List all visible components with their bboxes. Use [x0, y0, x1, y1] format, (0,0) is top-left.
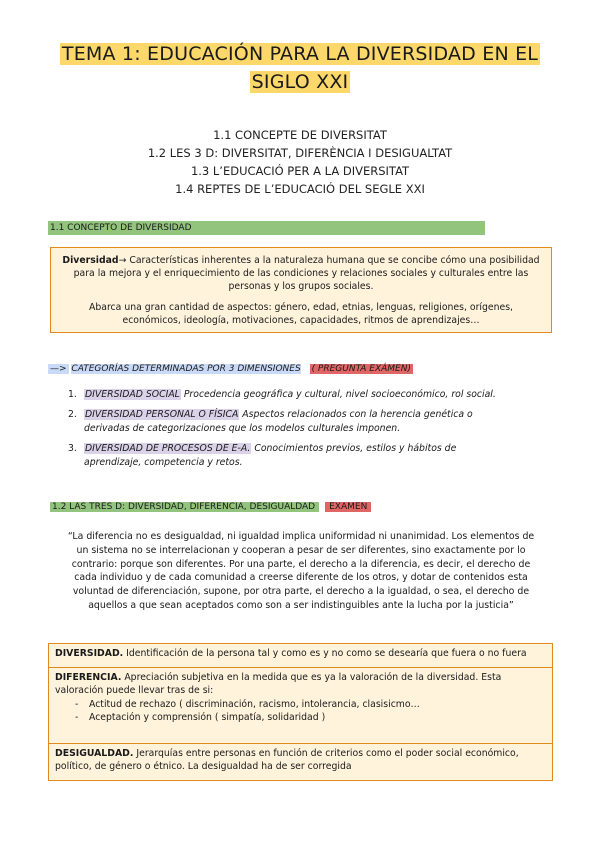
toc-item: 1.3 L’EDUCACIÓ PER A LA DIVERSITAT	[190, 164, 410, 178]
categories-title: CATEGORÍAS DETERMINADAS POR 3 DIMENSIONES	[71, 364, 301, 374]
title-line-1: TEMA 1: EDUCACIÓN PARA LA DIVERSIDAD EN EL	[61, 43, 539, 65]
categories-list	[68, 388, 508, 476]
definition-term: DIVERSIDAD.	[55, 648, 124, 659]
toc-item: 1.1 CONCEPTE DE DIVERSITAT	[213, 128, 387, 142]
definition-term: DESIGUALDAD.	[55, 747, 134, 759]
title-line-2: SIGLO XXI	[251, 71, 349, 93]
category-desc: Conocimientos previos, estilos y hábitos de aprendizaje, competencia y retos.	[84, 443, 457, 468]
list-number: 3.	[68, 443, 77, 454]
section-2-title: 1.2 LAS TRES D: DIVERSIDAD, DIFERENCIA, DESIGUALDAD	[50, 502, 319, 512]
definition-text: Características inherentes a la naturaleza humana que se concibe cómo una posibilidad para la mejora y el enriquecimiento de las condiciones y relaciones sociales y culturales entre las personas y los grupos sociales.	[73, 255, 540, 292]
list-number: 2.	[68, 409, 77, 420]
table-of-contents	[0, 126, 600, 198]
definition-text: Apreciación subjetiva en la medida que es ya la valoración de la diversidad. Esta valoración puede llevar tras de si:	[55, 671, 502, 696]
definition-text: Identificación de la persona tal y como es y no como se desearía que fuera o no fuera	[123, 648, 527, 659]
category-desc: Procedencia geográfica y cultural, nivel socioeconómico, rol social.	[180, 389, 496, 400]
list-item	[68, 442, 508, 470]
definition-row	[49, 644, 552, 668]
categories-header	[48, 362, 413, 376]
category-name: DIVERSIDAD DE PROCESOS DE E-A.	[85, 443, 251, 454]
bullet-list	[55, 698, 546, 725]
definition-row	[49, 744, 552, 780]
toc-item: 1.2 LES 3 D: DIVERSITAT, DIFERÈNCIA I DESIGUALTAT	[147, 146, 453, 160]
toc-item: 1.4 REPTES DE L’EDUCACIÓ DEL SEGLE XXI	[175, 182, 425, 196]
document-title	[0, 40, 600, 96]
category-name: DIVERSIDAD PERSONAL O FÍSICA	[85, 409, 239, 420]
section-2-header	[48, 500, 371, 514]
diversity-aspects: Abarca una gran cantidad de aspectos: género, edad, etnias, lenguas, religiones, orígenes, económicos, ideología, motivaciones, capacidades, ritmos de aprendizajes…	[88, 302, 514, 326]
list-item	[68, 388, 508, 402]
arrow-icon: —>	[50, 364, 67, 374]
exam-question-badge: ( PREGUNTA EXÁMEN)	[311, 364, 411, 374]
category-desc: Aspectos relacionados con la herencia genética o derivadas de categorizaciones que los modelos culturales imponen.	[84, 409, 473, 434]
diversity-definition-box	[50, 247, 552, 333]
section-1-header: 1.1 CONCEPTO DE DIVERSIDAD	[48, 221, 485, 235]
definitions-table	[48, 643, 553, 781]
quote-block: “La diferencia no es desigualdad, ni igualdad implica uniformidad ni unanimidad. Los elementos de un sistema no se interrelacionan y cooperan a pesar de ser diferentes, sino exactamente por lo contrario: porque son diferentes. Por una parte, el derecho a la diferencia, es decir, el derecho de cada individuo y de cada comunidad a creerse diferente de los otros, y dotar de contenidos esta voluntad de diferenciación, supone, por otra parte, el derecho a la igualdad, o sea, el derecho de aquellos a que sean aceptados como son a ser indistinguibles ante la lucha por la justicia”	[67, 531, 535, 611]
list-item	[68, 408, 508, 436]
definition-arrow: →	[118, 255, 127, 266]
exam-badge: EXAMEN	[325, 502, 371, 512]
list-item: - Aceptación y comprensión ( simpatía, solidaridad )	[75, 711, 546, 725]
definition-row	[49, 668, 552, 744]
list-number: 1.	[68, 389, 77, 400]
definition-text: Jerarquías entre personas en función de criterios como el poder social económico, político, de género o étnico. La desigualdad ha de ser corregida	[55, 747, 519, 772]
definition-term: DIFERENCIA.	[55, 671, 122, 683]
list-item: - Actitud de rechazo ( discriminación, racismo, intolerancia, clasisicmo…	[75, 698, 546, 712]
definition-term: Diversidad	[62, 255, 119, 266]
category-name: DIVERSIDAD SOCIAL	[85, 389, 180, 400]
diversity-definition	[59, 254, 543, 293]
